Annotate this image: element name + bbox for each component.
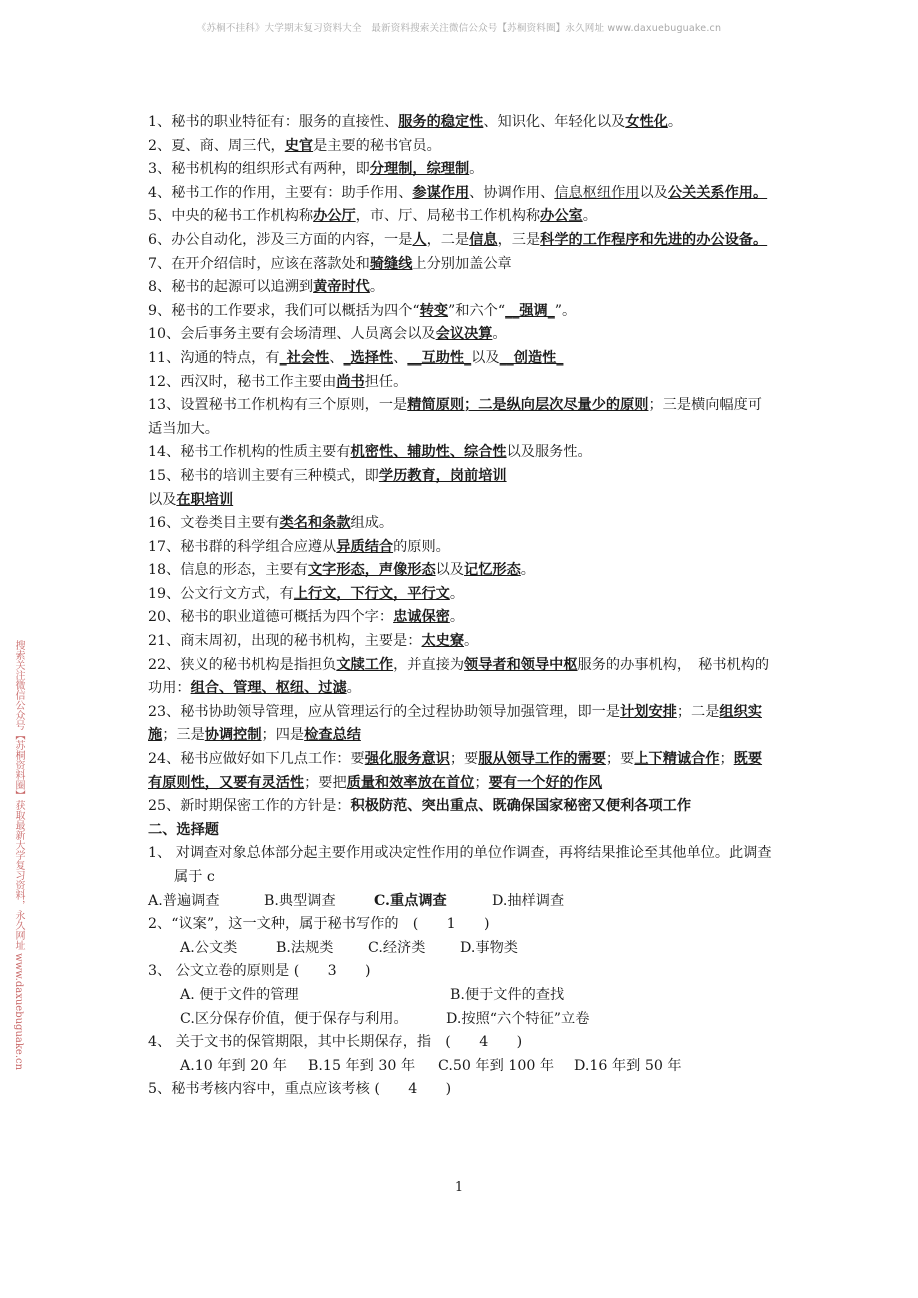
mc-options-4: A.10 年到 20 年 B.15 年到 30 年 C.50 年到 100 年 D.16 年到 50 年 (180, 1057, 682, 1074)
mc-options-1: A.普遍调查 B.典型调查 C.重点调查 D.抽样调查 (148, 892, 565, 909)
item-15: 15、秘书的培训主要有三种模式，即学历教育，岗前培训 (148, 467, 507, 484)
item-4: 4、秘书工作的作用，主要有：助手作用、参谋作用、协调作用、信息枢纽作用以及公关关系作用。 (148, 184, 768, 201)
item-6: 6、办公自动化，涉及三方面的内容，一是人，二是信息，三是科学的工作程序和先进的办公设备。 (148, 231, 768, 248)
page-number: 1 (454, 1180, 464, 1195)
item-21: 21、商末周初，出现的秘书机构，主要是：太史寮。 (148, 633, 479, 650)
item-25: 25、新时期保密工作的方针是：积极防范、突出重点、既确保国家秘密又便利各项工作 (148, 798, 692, 815)
item-12: 12、西汉时，秘书工作主要由尚书担任。 (148, 373, 408, 390)
mc-question-4: 4、 关于文书的保管期限，其中长期保存，指 ( 4 ) (148, 1034, 523, 1051)
item-11: 11、沟通的特点，有_社会性、_选择性、__互助性_以及__创造性_ (148, 349, 564, 366)
item-18: 18、信息的形态，主要有文字形态，声像形态以及记忆形态。 (148, 562, 535, 579)
item-10: 10、会后事务主要有会场清理、人员离会以及会议决算。 (148, 326, 507, 343)
item-15-cont: 以及在职培训 (148, 491, 234, 508)
mc-options-3a: A. 便于文件的管理 B.便于文件的查找 (180, 986, 565, 1003)
side-watermark: 搜索关注微信公众号【苏桐资料圈】获取最新大学复习资料，永久网址 www.daxuebuguake.cn (13, 640, 24, 1071)
item-24: 24、秘书应做好如下几点工作：要强化服务意识；要服从领导工作的需要；要上下精诚合作；既要有原则性，又要有灵活性；要把质量和效率放在首位；要有一个好的作风 (148, 751, 763, 791)
item-20: 20、秘书的职业道德可概括为四个字：忠诚保密。 (148, 609, 465, 626)
mc-options-2: A.公文类 B.法规类 C.经济类 D.事物类 (180, 939, 518, 956)
watermark-header: 《苏桐不挂科》大学期末复习资料大全 最新资料搜索关注微信公众号【苏桐资料圈】永久网址 www.daxuebuguake.cn (196, 23, 722, 34)
mc-options-3b: C.区分保存价值，便于保存与利用。 D.按照“六个特征”立卷 (180, 1010, 590, 1027)
item-5: 5、中央的秘书工作机构称办公厅，市、厅、局秘书工作机构称办公室。 (148, 208, 597, 225)
item-19: 19、公文行文方式，有上行文，下行文，平行文。 (148, 585, 465, 602)
item-2: 2、夏、商、周三代，史官是主要的秘书官员。 (148, 137, 441, 154)
document-body (148, 111, 772, 1102)
item-22: 22、狭义的秘书机构是指担负文牍工作，并直接为领导者和领导中枢服务的办事机构， 秘书机构的功用：组合、管理、枢纽、过滤。 (148, 656, 770, 697)
item-7: 7、在开介绍信时，应该在落款处和骑缝线上分别加盖公章 (148, 255, 512, 272)
item-17: 17、秘书群的科学组合应遵从异质结合的原则。 (148, 538, 450, 555)
item-8: 8、秘书的起源可以追溯到黄帝时代。 (148, 279, 385, 296)
section-heading: 二、选择题 (148, 821, 219, 838)
item-9: 9、秘书的工作要求，我们可以概括为四个“转变”和六个“__强调_”。 (148, 302, 577, 319)
mc-question-1: 1、 对调查对象总体部分起主要作用或决定性作用的单位作调查，再将结果推论至其他单位。此调查属于 c (148, 845, 772, 885)
mc-question-2: 2、“议案”，这一文种，属于秘书写作的 ( 1 ) (148, 916, 490, 933)
item-16: 16、文卷类目主要有类名和条款组成。 (148, 515, 394, 532)
mc-question-3: 3、 公文立卷的原则是 ( 3 ) (148, 963, 371, 980)
item-14: 14、秘书工作机构的性质主要有机密性、辅助性、综合性以及服务性。 (148, 444, 592, 461)
mc-question-5: 5、秘书考核内容中，重点应该考核 ( 4 ) (148, 1081, 452, 1098)
item-3: 3、秘书机构的组织形式有两种，即分理制，综理制。 (148, 161, 484, 178)
item-13: 13、设置秘书工作机构有三个原则，一是精简原则；二是纵向层次尽量少的原则；三是横向幅度可适当加大。 (148, 397, 762, 437)
item-1: 1、秘书的职业特征有：服务的直接性、服务的稳定性、知识化、年轻化以及女性化。 (148, 114, 683, 130)
item-23: 23、秘书协助领导管理，应从管理运行的全过程协助领导加强管理，即一是计划安排；二是组织实施；三是协调控制；四是检查总结 (148, 703, 762, 744)
